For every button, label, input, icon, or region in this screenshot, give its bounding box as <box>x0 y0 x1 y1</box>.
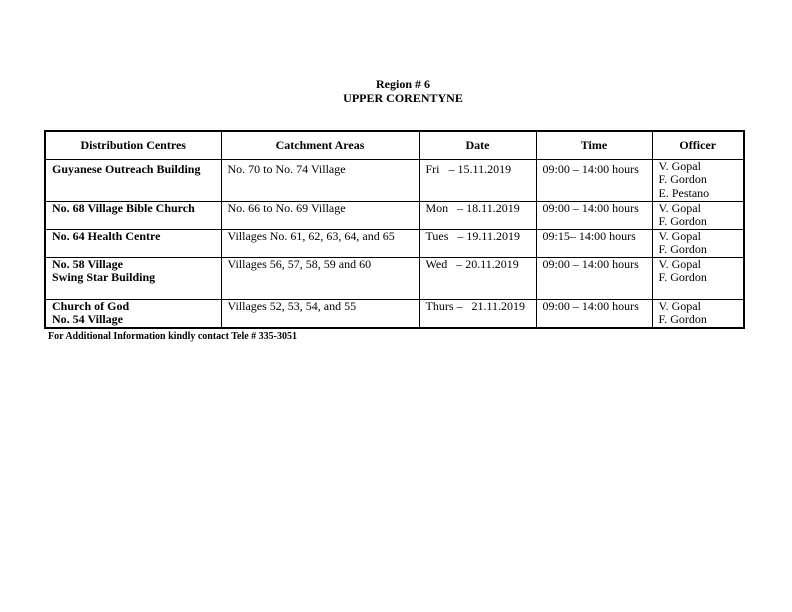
date-value: – 20.11.2019 <box>456 257 519 271</box>
officer-name: V. Gopal <box>658 229 701 243</box>
table-row <box>45 257 744 299</box>
cell-time: 09:15– 14:00 hours <box>536 229 652 257</box>
cell-time: 09:00 – 14:00 hours <box>536 159 652 201</box>
cell-officers <box>652 201 744 229</box>
cell-time: 09:00 – 14:00 hours <box>536 299 652 328</box>
cell-officers <box>652 159 744 201</box>
centre-line: No. 64 Health Centre <box>52 229 161 243</box>
date-value: – 15.11.2019 <box>448 161 512 176</box>
cell-areas: Villages No. 61, 62, 63, 64, and 65 <box>221 229 419 257</box>
header-distribution-centres: Distribution Centres <box>45 131 221 159</box>
centre-line: No. 54 Village <box>52 312 123 326</box>
officer-name: E. Pestano <box>658 185 710 200</box>
table-row <box>45 201 744 229</box>
cell-time: 09:00 – 14:00 hours <box>536 257 652 299</box>
subregion-title: UPPER CORENTYNE <box>343 91 463 105</box>
header-officer: Officer <box>652 131 744 159</box>
centre-line: No. 68 Village Bible Church <box>52 201 195 215</box>
date-value: – 19.11.2019 <box>457 229 520 243</box>
date-day: Fri <box>425 161 440 176</box>
cell-centre <box>45 299 221 328</box>
contact-note: For Additional Information kindly contact Tele # 335-3051 <box>48 331 298 342</box>
table-row <box>45 299 744 328</box>
cell-officers <box>652 299 744 328</box>
officer-name: F. Gordon <box>658 312 707 326</box>
distribution-schedule-table <box>44 130 745 329</box>
cell-date <box>419 229 536 257</box>
officer-name: F. Gordon <box>658 172 707 186</box>
document-heading <box>0 77 792 105</box>
date-day: Thurs – <box>425 299 463 313</box>
officer-name: F. Gordon <box>658 214 707 228</box>
cell-time: 09:00 – 14:00 hours <box>536 201 652 229</box>
cell-date <box>419 299 536 328</box>
cell-centre <box>45 257 221 299</box>
header-time: Time <box>536 131 652 159</box>
centre-line: No. 58 Village <box>52 257 123 271</box>
cell-officers <box>652 229 744 257</box>
date-day: Tues <box>425 229 449 243</box>
cell-date <box>419 257 536 299</box>
cell-centre <box>45 229 221 257</box>
cell-areas: No. 70 to No. 74 Village <box>221 159 419 201</box>
header-catchment-areas: Catchment Areas <box>221 131 419 159</box>
officer-name: V. Gopal <box>658 201 701 215</box>
date-day: Mon <box>425 201 449 215</box>
centre-line: Church of God <box>52 299 130 313</box>
centre-line: Swing Star Building <box>52 270 156 284</box>
date-day: Wed <box>425 257 448 271</box>
officer-name: V. Gopal <box>658 159 701 173</box>
cell-date <box>419 159 536 201</box>
cell-centre <box>45 201 221 229</box>
officer-name: F. Gordon <box>658 242 707 256</box>
table-row <box>45 159 744 201</box>
table-header-row <box>45 131 744 159</box>
header-date: Date <box>419 131 536 159</box>
officer-name: F. Gordon <box>658 270 707 284</box>
cell-areas: No. 66 to No. 69 Village <box>221 201 419 229</box>
date-value: – 18.11.2019 <box>457 201 520 215</box>
cell-areas: Villages 52, 53, 54, and 55 <box>221 299 419 328</box>
cell-centre <box>45 159 221 201</box>
cell-areas: Villages 56, 57, 58, 59 and 60 <box>221 257 419 299</box>
region-title: Region # 6 <box>376 77 430 91</box>
cell-officers <box>652 257 744 299</box>
date-value: 21.11.2019 <box>471 299 526 313</box>
cell-date <box>419 201 536 229</box>
officer-name: V. Gopal <box>658 257 701 271</box>
officer-name: V. Gopal <box>658 299 701 313</box>
centre-line: Guyanese Outreach Building <box>52 161 201 176</box>
table-row <box>45 229 744 257</box>
